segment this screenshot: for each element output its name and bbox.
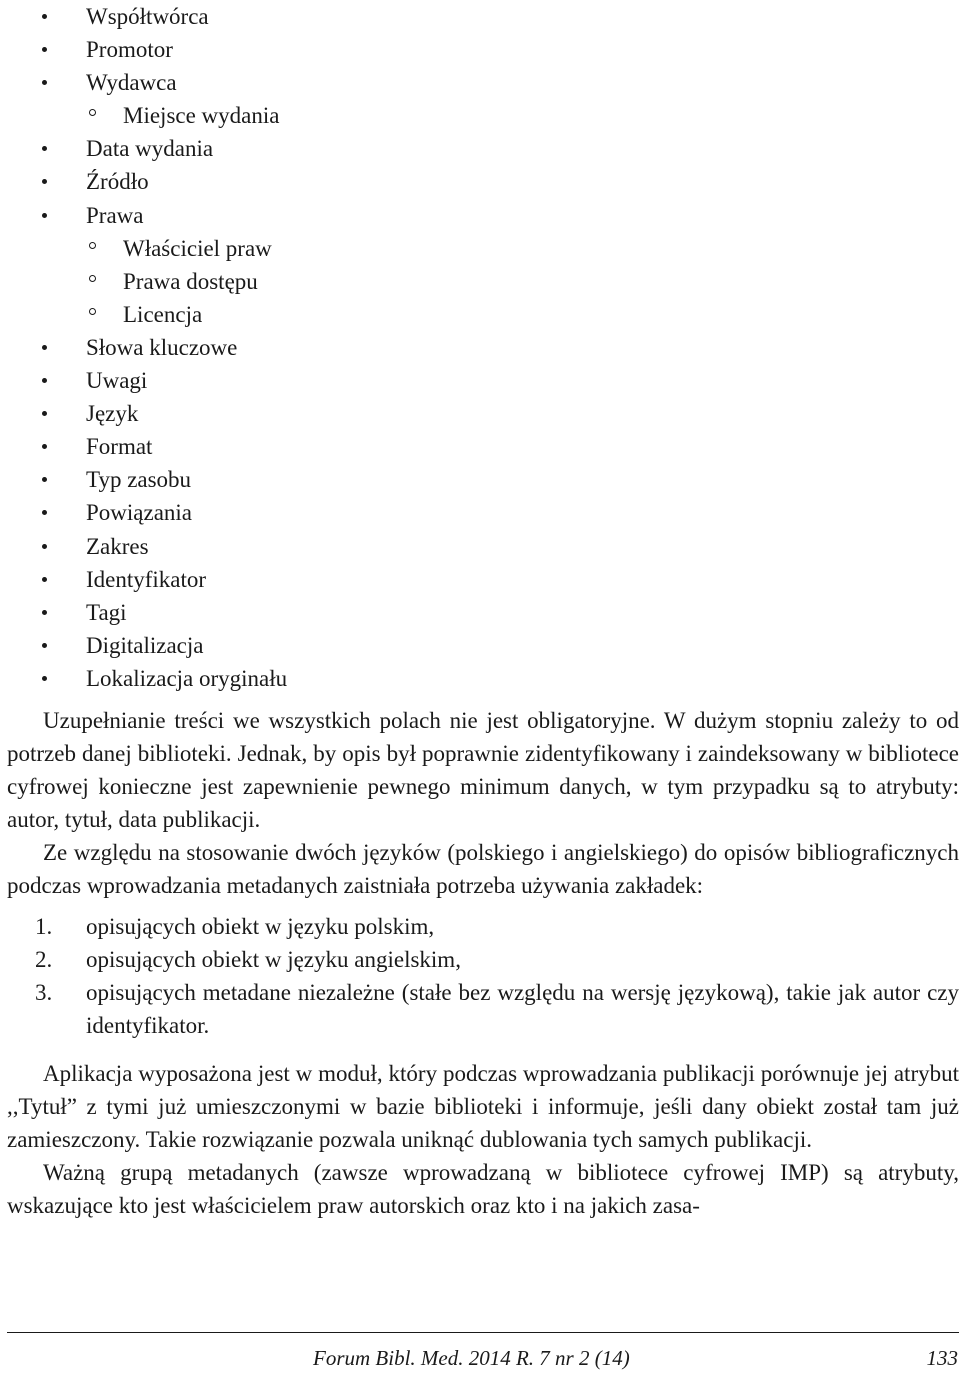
list-item <box>7 132 959 165</box>
footer-divider <box>7 1332 959 1333</box>
circle-bullet-icon <box>89 308 96 315</box>
paragraph-languages: Ze względu na stosowanie dwóch języków (polskiego i angielskiego) do opisów bibliograficznych podczas wprowadzania metadanych zaistniała potrzeba używania zakładek: <box>7 839 959 898</box>
bullet-icon <box>42 477 47 482</box>
list-item <box>7 33 959 66</box>
field-label: Słowa kluczowe <box>86 334 238 360</box>
bullet-icon <box>42 610 47 615</box>
list-number: 2. <box>35 946 53 972</box>
list-item-text: opisujących obiekt w języku angielskim, <box>86 946 461 972</box>
page-content <box>7 0 959 1222</box>
list-item <box>7 596 959 629</box>
bullet-icon <box>42 510 47 515</box>
list-item <box>7 463 959 496</box>
list-item <box>7 199 959 232</box>
list-item <box>7 496 959 529</box>
sub-list-item <box>7 99 959 132</box>
bullet-icon <box>42 444 47 449</box>
paragraph-requirements: Uzupełnianie treści we wszystkich polach nie jest obligatoryjne. W dużym stopniu zależy to od potrzeb danej biblioteki. Jednak, by opis był poprawnie zidentyfikowany i zaindeksowany w bibliotece cyfrowej konieczne jest zapewnienie pewnego minimum danych, w tym przypadku są to atrybuty: autor, tytuł, data publikacji. <box>7 707 959 832</box>
field-label: Digitalizacja <box>86 632 204 658</box>
list-number: 3. <box>35 979 53 1005</box>
field-label: Uwagi <box>86 368 148 394</box>
bullet-icon <box>42 179 47 184</box>
field-label: Lokalizacja oryginału <box>86 665 288 691</box>
field-label: Promotor <box>86 37 173 63</box>
bullet-icon <box>42 544 47 549</box>
field-label: Data wydania <box>86 136 214 162</box>
numbered-list-item <box>7 910 959 943</box>
numbered-list-item <box>7 976 959 1042</box>
list-item <box>7 331 959 364</box>
field-label: Identyfikator <box>86 566 207 592</box>
list-item <box>7 629 959 662</box>
field-label: Zakres <box>86 533 149 559</box>
circle-bullet-icon <box>89 275 96 282</box>
sub-list-item <box>7 232 959 265</box>
list-item-text: opisujących metadane niezależne (stałe bez względu na wersję językową), takie jak autor czy identyfikator. <box>86 979 959 1038</box>
list-item <box>7 662 959 695</box>
field-label: Właściciel praw <box>123 235 272 261</box>
field-label: Powiązania <box>86 500 193 526</box>
field-label: Język <box>86 401 139 427</box>
journal-citation: Forum Bibl. Med. 2014 R. 7 nr 2 (14) <box>313 1346 630 1370</box>
bullet-icon <box>42 146 47 151</box>
sub-list-item <box>7 265 959 298</box>
bullet-icon <box>42 345 47 350</box>
circle-bullet-icon <box>89 109 96 116</box>
bullet-icon <box>42 378 47 383</box>
field-label: Licencja <box>123 301 203 327</box>
field-label: Prawa dostępu <box>123 268 258 294</box>
bullet-icon <box>42 411 47 416</box>
bullet-icon <box>42 676 47 681</box>
list-item <box>7 430 959 463</box>
bullet-icon <box>42 577 47 582</box>
list-item <box>7 364 959 397</box>
list-item <box>7 530 959 563</box>
bullet-icon <box>42 213 47 218</box>
field-label: Format <box>86 434 153 460</box>
tabs-list <box>7 910 959 1042</box>
list-item-text: opisujących obiekt w języku polskim, <box>86 913 435 939</box>
body-text <box>7 704 959 1222</box>
circle-bullet-icon <box>89 242 96 249</box>
field-label: Miejsce wydania <box>123 103 280 129</box>
list-item <box>7 563 959 596</box>
list-item <box>7 165 959 198</box>
sub-list-item <box>7 298 959 331</box>
bullet-icon <box>42 14 47 19</box>
paragraph-rights: Ważną grupą metadanych (zawsze wprowadzaną w bibliotece cyfrowej IMP) są atrybuty, wskazujące kto jest właścicielem praw autorskich oraz kto i na jakich zasa- <box>7 1159 959 1218</box>
list-item <box>7 397 959 430</box>
field-label: Typ zasobu <box>86 467 192 493</box>
list-item <box>7 0 959 33</box>
bullet-icon <box>42 80 47 85</box>
field-label: Wydawca <box>86 70 177 96</box>
bullet-icon <box>42 643 47 648</box>
field-label: Prawa <box>86 202 144 228</box>
numbered-list-item <box>7 943 959 976</box>
field-label: Współtwórca <box>86 4 209 29</box>
page-footer <box>0 1342 960 1372</box>
field-label: Źródło <box>86 169 149 195</box>
paragraph-duplicates: Aplikacja wyposażona jest w moduł, który podczas wprowadzania publikacji porównuje jej atrybut ,,Tytuł” z tymi już umieszczonymi w bazie biblioteki i informuje, jeśli dany obiekt został tam już zamieszczony. Takie rozwiązanie pozwala uniknąć dublowania tych samych publikacji. <box>7 1060 959 1152</box>
list-item <box>7 66 959 99</box>
metadata-field-list <box>7 0 959 695</box>
field-label: Tagi <box>86 599 127 625</box>
list-number: 1. <box>35 913 53 939</box>
bullet-icon <box>42 47 47 52</box>
page-number: 133 <box>926 1346 958 1370</box>
